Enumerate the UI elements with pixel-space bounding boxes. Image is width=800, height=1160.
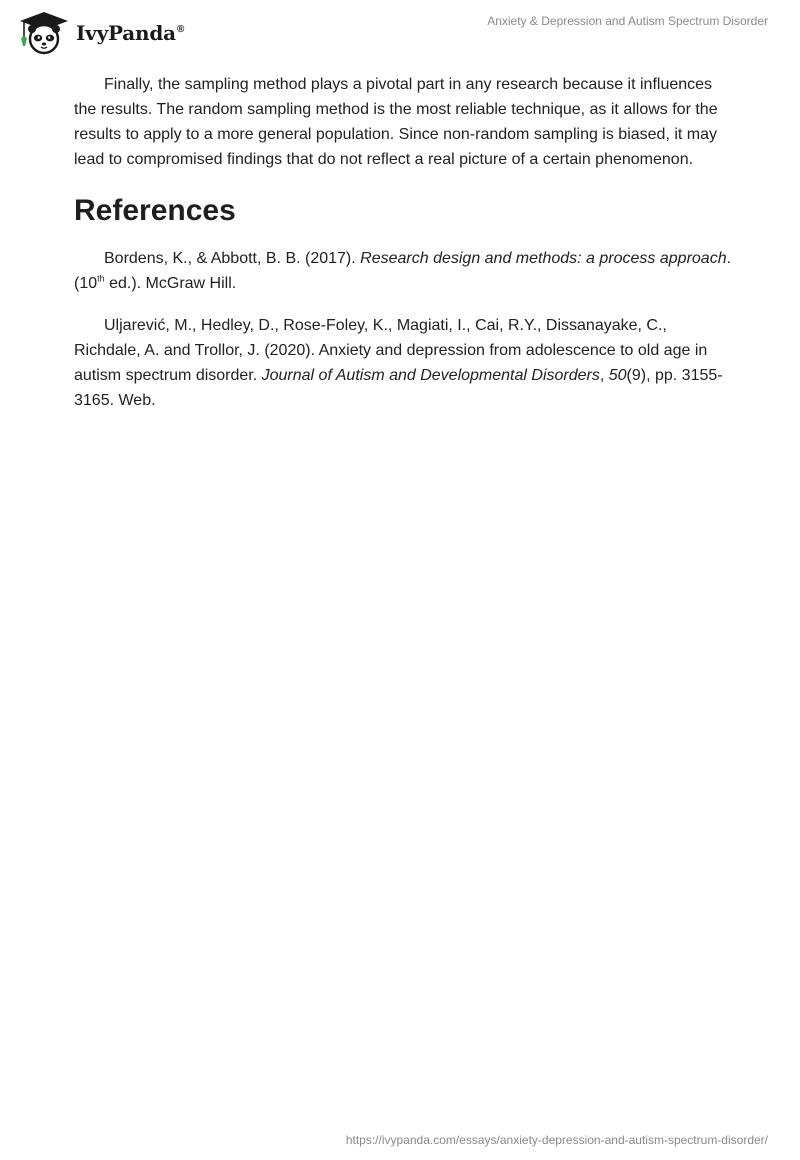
reference-journal-title: Journal of Autism and Developmental Disorders [261,367,600,384]
reference-entry: Bordens, K., & Abbott, B. B. (2017). Research design and methods: a process approach. (10th ed.). McGraw Hill. [74,250,732,292]
ivypanda-logo[interactable] [14,8,184,56]
reference-book-title: Research design and methods: a process approach [360,250,727,267]
body-paragraph: Finally, the sampling method plays a pivotal part in any research because it influences the results. The random sampling method is the most reliable technique, as it allows for the results to apply to a more general population. Since non-random sampling is biased, it may lead to compromised findings that do not reflect a real picture of a certain phenomenon. [74,76,718,168]
logo-wordmark: IvyPanda® [76,21,185,45]
document-body [74,72,734,430]
references-heading: References [74,194,236,227]
reference-entry: Uljarević, M., Hedley, D., Rose-Foley, K., Magiati, I., Cai, R.Y., Dissanayake, C., Richdale, A. and Trollor, J. (2020). Anxiety and depression from adolescence to old age in autism spectrum disorder. Journal of Autism and Developmental Disorders, 50(9), pp. 3155-3165. Web. [74,317,723,409]
page-header [0,0,800,60]
panda-graduate-icon [14,8,72,56]
reference-volume: 50 [608,367,627,384]
running-title: Anxiety & Depression and Autism Spectrum Disorder [487,14,768,28]
footer-source-link[interactable]: https://ivypanda.com/essays/anxiety-depression-and-autism-spectrum-disorder/ [345,1133,768,1147]
